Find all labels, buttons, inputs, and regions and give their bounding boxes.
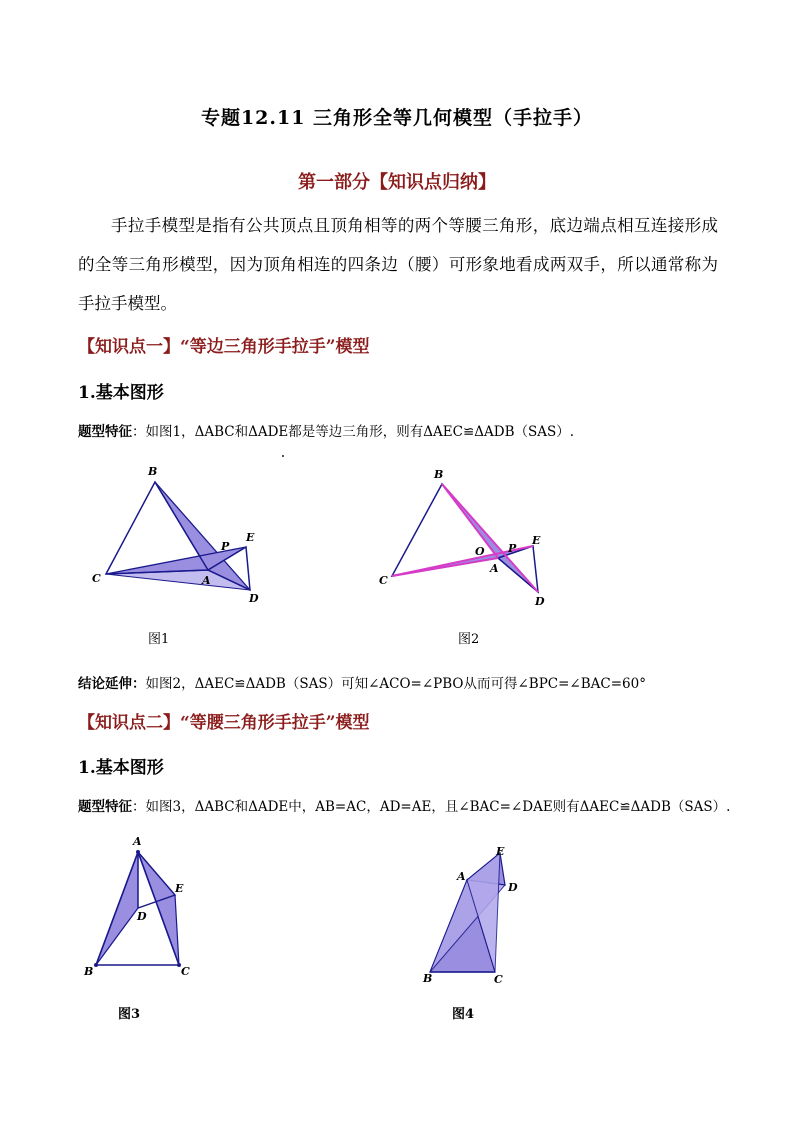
- fig2-line-ca: [392, 558, 498, 576]
- fig1-label-e: E: [246, 531, 255, 544]
- kp1-conclusion-label: 结论延伸：: [78, 676, 146, 692]
- kp1-heading: 【知识点一】“等边三角形手拉手”模型: [78, 337, 370, 357]
- kp2-feature-text: ：如图3，ΔABC和ΔADE中，AB=AC，AD=AE，且∠BAC=∠DAE则有ΔAEC≌ΔADB（SAS）.: [132, 799, 731, 815]
- fig3-point-a: [136, 850, 140, 854]
- figure-3: [80, 832, 200, 982]
- part1-heading: 第一部分【知识点归纳】: [298, 172, 496, 193]
- kp2-heading: 【知识点二】“等腰三角形手拉手”模型: [78, 713, 370, 733]
- fig2-label-p: P: [508, 542, 517, 555]
- kp1-feature-label: 题型特征: [78, 424, 132, 440]
- kp1-feature-text: ：如图1，ΔABC和ΔADE都是等边三角形，则有ΔAEC≌ΔADB（SAS）.: [132, 424, 575, 440]
- fig3-label-e: E: [175, 882, 184, 895]
- figure-1: [80, 455, 280, 615]
- fig4-label-e: E: [496, 845, 505, 858]
- fig2-label-e: E: [532, 534, 541, 547]
- fig1-caption: 图1: [148, 632, 170, 647]
- fig2-line-ba: [442, 484, 498, 558]
- fig4-label-a: A: [457, 870, 466, 883]
- fig3-label-d: D: [137, 910, 147, 923]
- kp2-feature: [78, 795, 730, 815]
- kp1-conclusion-text: 如图2，ΔAEC≌ΔADB（SAS）可知∠ACO=∠PBO从而可得∠BPC=∠BAC=60°: [145, 676, 646, 692]
- fig3-label-b: B: [84, 965, 94, 978]
- intro-paragraph: 手拉手模型是指有公共顶点且顶角相等的两个等腰三角形，底边端点相互连接形成的全等三角形模型，因为顶角相连的四条边（腰）可形象地看成两双手，所以通常称为手拉手模型。: [78, 216, 718, 313]
- stray-dot: [282, 455, 284, 457]
- fig1-label-a: A: [202, 574, 211, 587]
- page-title: 专题12.11 三角形全等几何模型（手拉手）: [200, 107, 594, 129]
- fig4-label-b: B: [423, 972, 433, 985]
- kp2-feature-label: 题型特征: [78, 799, 132, 815]
- fig4-label-d: D: [508, 881, 518, 894]
- fig1-label-d: D: [249, 592, 259, 605]
- fig2-label-o: O: [475, 545, 485, 558]
- kp2-subheading: 1.基本图形: [78, 758, 164, 778]
- fig1-label-p: P: [221, 540, 230, 553]
- fig3-caption: 图3: [118, 1007, 141, 1022]
- figure-4: [420, 845, 530, 990]
- kp1-subheading: 1.基本图形: [78, 383, 164, 403]
- fig3-point-b: [94, 963, 98, 967]
- kp1-feature: [78, 420, 574, 440]
- fig3-label-a: A: [133, 835, 142, 848]
- fig2-label-c: C: [379, 574, 388, 587]
- kp1-conclusion: [78, 672, 646, 692]
- fig2-line-bd: [442, 484, 538, 592]
- fig2-caption: 图2: [458, 632, 480, 647]
- fig4-caption: 图4: [452, 1007, 475, 1022]
- fig4-label-c: C: [494, 973, 503, 986]
- fig3-label-c: C: [181, 965, 190, 978]
- fig2-label-d: D: [535, 595, 545, 608]
- figure-2: [370, 462, 570, 612]
- fig2-label-a: A: [490, 562, 499, 575]
- fig1-label-b: B: [148, 465, 158, 478]
- fig1-label-c: C: [92, 572, 101, 585]
- fig2-label-b: B: [434, 468, 444, 481]
